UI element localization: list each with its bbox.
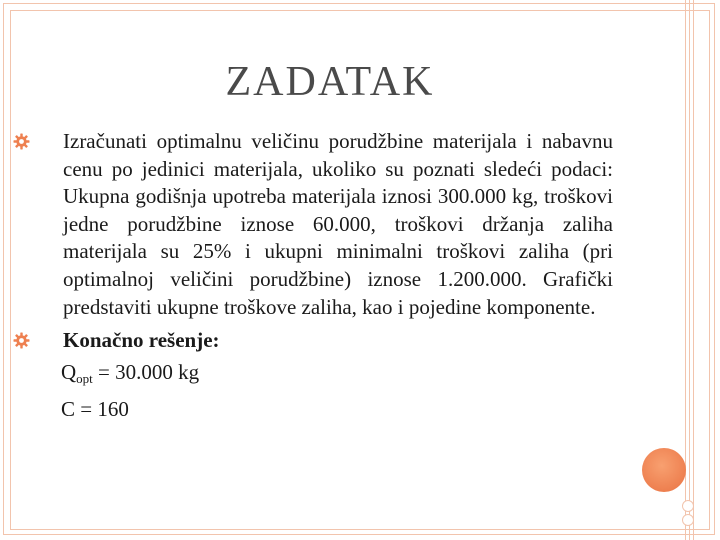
decorative-circle-small xyxy=(682,500,694,512)
q-value: = 30.000 kg xyxy=(92,359,200,384)
q-opt-line xyxy=(61,359,613,393)
slide-title: ZADATAK xyxy=(225,59,435,105)
decorative-circle-large xyxy=(642,448,686,492)
decorative-circle-small xyxy=(682,514,694,526)
decorative-line xyxy=(693,0,694,540)
c-line: C = 160 xyxy=(61,397,129,422)
decorative-line xyxy=(689,0,690,540)
task-text: Izračunati optimalnu veličinu porudžbine materijala i nabavnu cenu po jedinici materijala, ukoliko su poznati sledeći podaci: Ukupna godišnja upotreba materijala iznosi 300.000 kg, troškovi jedne porudžbine iznose 60.000, troškovi držanja zaliha materijala su 25% i ukupni minimalni troškovi zaliha (pri optimalnoj veličini porudžbine) iznose 1.200.000. Grafički predstaviti ukupne troškove zaliha, kao i pojedine komponente. xyxy=(63,129,613,319)
gear-bullet-icon xyxy=(13,133,30,150)
decorative-line xyxy=(685,0,686,540)
gear-bullet-icon xyxy=(13,332,30,349)
task-paragraph xyxy=(63,128,613,321)
slide-body xyxy=(63,128,613,424)
q-symbol: Q xyxy=(61,359,77,384)
final-solution-label: Konačno rešenje: xyxy=(63,328,220,353)
final-solution-paragraph xyxy=(63,327,613,355)
q-subscript: opt xyxy=(76,370,93,386)
